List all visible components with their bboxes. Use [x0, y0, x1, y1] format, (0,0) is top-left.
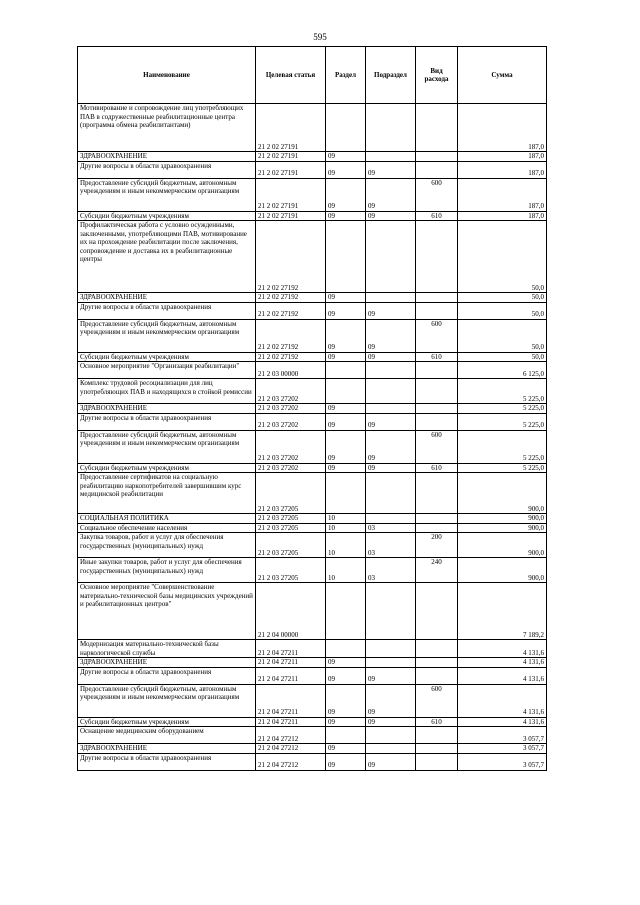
- row-sum: 900,0: [458, 514, 547, 524]
- row-name: ЗДРАВООХРАНЕНИЕ: [78, 404, 256, 414]
- row-podrazdel: [366, 658, 416, 668]
- row-sum: 187,0: [458, 161, 547, 178]
- row-razdel: 09: [326, 753, 366, 770]
- row-sum: 187,0: [458, 152, 547, 162]
- row-podrazdel: 09: [366, 717, 416, 727]
- row-name: Закупка товаров, работ и услуг для обеспечения государственных (муниципальных) нужд: [78, 533, 256, 558]
- row-vid: [416, 302, 458, 319]
- row-name: Субсидии бюджетным учреждениям: [78, 463, 256, 473]
- row-code: 21 2 02 27191: [256, 152, 326, 162]
- row-code: 21 2 04 27211: [256, 717, 326, 727]
- row-podrazdel: 09: [366, 667, 416, 684]
- row-podrazdel: 09: [366, 211, 416, 221]
- row-sum: 5 225,0: [458, 404, 547, 414]
- column-header-sum: Сумма: [458, 47, 547, 104]
- row-sum: 4 131,6: [458, 717, 547, 727]
- row-razdel: 09: [326, 430, 366, 463]
- table-row: [78, 558, 547, 583]
- row-sum: 4 131,6: [458, 667, 547, 684]
- table-row: [78, 727, 547, 744]
- row-podrazdel: 03: [366, 558, 416, 583]
- row-sum: 4 131,6: [458, 658, 547, 668]
- row-name: Иные закупки товаров, работ и услуг для обеспечения государственных (муниципальных) нужд: [78, 558, 256, 583]
- row-vid: [416, 221, 458, 293]
- row-sum: 3 057,7: [458, 753, 547, 770]
- row-podrazdel: 09: [366, 352, 416, 362]
- row-name: Субсидии бюджетным учреждениям: [78, 717, 256, 727]
- page-number: 595: [313, 32, 327, 42]
- row-code: 21 2 04 27211: [256, 640, 326, 658]
- row-sum: 900,0: [458, 473, 547, 514]
- column-header-razdel: Раздел: [326, 47, 366, 104]
- column-header-podrazdel: Подраздел: [366, 47, 416, 104]
- row-code: 21 2 03 27205: [256, 514, 326, 524]
- row-name: Предоставление сертификатов на социальную реабилитацию наркопотребителей завершившим курс медицинской реабилитации: [78, 473, 256, 514]
- row-vid: [416, 753, 458, 770]
- row-name: Другие вопросы в области здравоохранения: [78, 667, 256, 684]
- row-name: Комплекс трудовой ресоциализации для лиц употребляющих ПАВ и находящихся в стойкой ремиссии: [78, 379, 256, 404]
- row-name: Мотивирование и сопровождение лиц употребляющих ПАВ в содружественные реабилитационные центра (программа обмена реабилитантами): [78, 104, 256, 152]
- row-razdel: [326, 473, 366, 514]
- row-name: СОЦИАЛЬНАЯ ПОЛИТИКА: [78, 514, 256, 524]
- row-code: 21 2 02 27192: [256, 352, 326, 362]
- row-code: 21 2 03 27202: [256, 404, 326, 414]
- row-vid: [416, 640, 458, 658]
- row-name: ЗДРАВООХРАНЕНИЕ: [78, 658, 256, 668]
- row-razdel: 09: [326, 211, 366, 221]
- table-row: [78, 523, 547, 533]
- column-header-name: Наименование: [78, 47, 256, 104]
- row-sum: 50,0: [458, 293, 547, 303]
- row-sum: 187,0: [458, 104, 547, 152]
- table-row: [78, 178, 547, 211]
- row-sum: 50,0: [458, 302, 547, 319]
- row-razdel: 09: [326, 744, 366, 754]
- table-row: [78, 583, 547, 640]
- row-vid: 200: [416, 533, 458, 558]
- row-vid: [416, 523, 458, 533]
- row-razdel: 10: [326, 558, 366, 583]
- row-podrazdel: [366, 727, 416, 744]
- row-sum: 3 057,7: [458, 727, 547, 744]
- column-header-code: Целевая статья: [256, 47, 326, 104]
- row-name: Субсидии бюджетным учреждениям: [78, 211, 256, 221]
- table-row: [78, 362, 547, 379]
- row-name: Другие вопросы в области здравоохранения: [78, 413, 256, 430]
- table-row: [78, 684, 547, 717]
- row-podrazdel: [366, 221, 416, 293]
- row-vid: [416, 104, 458, 152]
- row-name: Оснащение медицинским оборудованием: [78, 727, 256, 744]
- row-code: 21 2 02 27192: [256, 221, 326, 293]
- row-podrazdel: [366, 514, 416, 524]
- row-sum: 50,0: [458, 352, 547, 362]
- table-row: [78, 302, 547, 319]
- row-name: ЗДРАВООХРАНЕНИЕ: [78, 744, 256, 754]
- row-razdel: 09: [326, 152, 366, 162]
- table-row: [78, 667, 547, 684]
- row-podrazdel: 09: [366, 302, 416, 319]
- row-razdel: [326, 379, 366, 404]
- row-vid: [416, 293, 458, 303]
- row-podrazdel: 09: [366, 161, 416, 178]
- row-razdel: 09: [326, 667, 366, 684]
- table-row: [78, 430, 547, 463]
- row-podrazdel: 09: [366, 463, 416, 473]
- table-row: [78, 152, 547, 162]
- row-vid: [416, 667, 458, 684]
- row-podrazdel: 09: [366, 430, 416, 463]
- row-vid: 600: [416, 319, 458, 352]
- row-podrazdel: [366, 744, 416, 754]
- row-vid: 610: [416, 463, 458, 473]
- table-row: [78, 533, 547, 558]
- row-podrazdel: [366, 362, 416, 379]
- table-row: [78, 104, 547, 152]
- row-vid: [416, 514, 458, 524]
- budget-table: [77, 46, 547, 771]
- row-razdel: [326, 221, 366, 293]
- row-code: 21 2 03 27205: [256, 523, 326, 533]
- row-razdel: [326, 362, 366, 379]
- row-razdel: 09: [326, 161, 366, 178]
- row-vid: [416, 583, 458, 640]
- row-podrazdel: [366, 104, 416, 152]
- row-sum: 50,0: [458, 221, 547, 293]
- row-vid: 600: [416, 684, 458, 717]
- row-vid: [416, 362, 458, 379]
- row-vid: 240: [416, 558, 458, 583]
- row-sum: 5 225,0: [458, 463, 547, 473]
- row-razdel: 09: [326, 717, 366, 727]
- row-code: 21 2 04 27212: [256, 744, 326, 754]
- row-code: 21 2 04 27211: [256, 684, 326, 717]
- row-name: Профилактическая работа с условно осужденными, заключенными, употребляющими ПАВ, мотивирование их на прохождение реабилитации после заключения, сопровождение и доставка их в реабилитационные центры: [78, 221, 256, 293]
- row-razdel: 09: [326, 658, 366, 668]
- row-name: Социальное обеспечение населения: [78, 523, 256, 533]
- row-vid: 610: [416, 352, 458, 362]
- row-razdel: 09: [326, 404, 366, 414]
- table-row: [78, 293, 547, 303]
- row-vid: [416, 404, 458, 414]
- row-code: 21 2 04 27211: [256, 658, 326, 668]
- row-sum: 187,0: [458, 178, 547, 211]
- row-podrazdel: 03: [366, 523, 416, 533]
- row-name: Другие вопросы в области здравоохранения: [78, 753, 256, 770]
- row-razdel: 09: [326, 293, 366, 303]
- row-sum: 7 189,2: [458, 583, 547, 640]
- row-name: Предоставление субсидий бюджетным, автономным учреждениям и иным некоммерческим организациям: [78, 684, 256, 717]
- row-razdel: [326, 727, 366, 744]
- row-podrazdel: 09: [366, 319, 416, 352]
- row-vid: [416, 161, 458, 178]
- row-vid: 600: [416, 178, 458, 211]
- row-code: 21 2 04 27212: [256, 727, 326, 744]
- row-podrazdel: [366, 640, 416, 658]
- row-code: 21 2 03 27202: [256, 379, 326, 404]
- table-row: [78, 352, 547, 362]
- table-row: [78, 463, 547, 473]
- row-name: ЗДРАВООХРАНЕНИЕ: [78, 152, 256, 162]
- row-sum: 900,0: [458, 558, 547, 583]
- row-name: Основное мероприятие "Совершенствование материально-технической базы медицинских учреждений и реабилитационных центров": [78, 583, 256, 640]
- row-sum: 5 225,0: [458, 413, 547, 430]
- row-razdel: 09: [326, 684, 366, 717]
- row-code: 21 2 04 27212: [256, 753, 326, 770]
- row-razdel: 09: [326, 463, 366, 473]
- row-name: Другие вопросы в области здравоохранения: [78, 161, 256, 178]
- row-code: 21 2 02 27192: [256, 293, 326, 303]
- row-vid: [416, 744, 458, 754]
- row-razdel: 10: [326, 514, 366, 524]
- row-code: 21 2 02 27192: [256, 302, 326, 319]
- row-razdel: 10: [326, 523, 366, 533]
- row-vid: [416, 727, 458, 744]
- row-name: Субсидии бюджетным учреждениям: [78, 352, 256, 362]
- row-razdel: [326, 640, 366, 658]
- row-code: 21 2 03 27205: [256, 533, 326, 558]
- row-code: 21 2 03 00000: [256, 362, 326, 379]
- row-podrazdel: 09: [366, 413, 416, 430]
- row-sum: 6 125,0: [458, 362, 547, 379]
- row-vid: [416, 152, 458, 162]
- row-name: Предоставление субсидий бюджетным, автономным учреждениям и иным некоммерческим организациям: [78, 430, 256, 463]
- row-name: Другие вопросы в области здравоохранения: [78, 302, 256, 319]
- row-razdel: 09: [326, 413, 366, 430]
- table-row: [78, 717, 547, 727]
- row-vid: 610: [416, 717, 458, 727]
- table-row: [78, 319, 547, 352]
- row-name: Модернизация материально-технической базы наркологической службы: [78, 640, 256, 658]
- row-vid: [416, 473, 458, 514]
- row-code: 21 2 03 27202: [256, 413, 326, 430]
- row-sum: 3 057,7: [458, 744, 547, 754]
- row-sum: 5 225,0: [458, 430, 547, 463]
- row-code: 21 2 03 27205: [256, 558, 326, 583]
- row-sum: 900,0: [458, 533, 547, 558]
- row-code: 21 2 02 27191: [256, 211, 326, 221]
- table-row: [78, 221, 547, 293]
- row-razdel: 09: [326, 319, 366, 352]
- row-podrazdel: [366, 473, 416, 514]
- row-razdel: [326, 583, 366, 640]
- row-vid: 600: [416, 430, 458, 463]
- row-podrazdel: 09: [366, 178, 416, 211]
- row-podrazdel: [366, 404, 416, 414]
- row-sum: 50,0: [458, 319, 547, 352]
- row-vid: [416, 413, 458, 430]
- table-row: [78, 640, 547, 658]
- row-code: 21 2 04 00000: [256, 583, 326, 640]
- row-code: 21 2 02 27191: [256, 161, 326, 178]
- row-code: 21 2 02 27191: [256, 104, 326, 152]
- row-code: 21 2 03 27202: [256, 430, 326, 463]
- table-row: [78, 658, 547, 668]
- row-razdel: 09: [326, 178, 366, 211]
- table-row: [78, 379, 547, 404]
- row-podrazdel: 03: [366, 533, 416, 558]
- row-name: Предоставление субсидий бюджетным, автономным учреждениям и иным некоммерческим организациям: [78, 178, 256, 211]
- table-row: [78, 161, 547, 178]
- row-razdel: 09: [326, 352, 366, 362]
- row-podrazdel: [366, 152, 416, 162]
- row-name: ЗДРАВООХРАНЕНИЕ: [78, 293, 256, 303]
- table-row: [78, 744, 547, 754]
- row-podrazdel: [366, 379, 416, 404]
- row-name: Предоставление субсидий бюджетным, автономным учреждениям и иным некоммерческим организациям: [78, 319, 256, 352]
- column-header-vid: Вид расхода: [416, 47, 458, 104]
- table-row: [78, 413, 547, 430]
- row-code: 21 2 02 27191: [256, 178, 326, 211]
- row-razdel: 10: [326, 533, 366, 558]
- row-razdel: [326, 104, 366, 152]
- row-vid: [416, 379, 458, 404]
- row-vid: [416, 658, 458, 668]
- row-podrazdel: 09: [366, 753, 416, 770]
- row-podrazdel: 09: [366, 684, 416, 717]
- table-row: [78, 404, 547, 414]
- table-row: [78, 753, 547, 770]
- row-sum: 4 131,6: [458, 684, 547, 717]
- row-sum: 4 131,6: [458, 640, 547, 658]
- row-sum: 187,0: [458, 211, 547, 221]
- row-code: 21 2 03 27205: [256, 473, 326, 514]
- row-sum: 5 225,0: [458, 379, 547, 404]
- row-sum: 900,0: [458, 523, 547, 533]
- table-header-row: [78, 47, 547, 104]
- row-code: 21 2 03 27202: [256, 463, 326, 473]
- row-vid: 610: [416, 211, 458, 221]
- row-podrazdel: [366, 583, 416, 640]
- row-code: 21 2 04 27211: [256, 667, 326, 684]
- row-name: Основное мероприятие "Организация реабилитации": [78, 362, 256, 379]
- row-code: 21 2 02 27192: [256, 319, 326, 352]
- table-row: [78, 514, 547, 524]
- row-podrazdel: [366, 293, 416, 303]
- table-row: [78, 473, 547, 514]
- table-row: [78, 211, 547, 221]
- row-razdel: 09: [326, 302, 366, 319]
